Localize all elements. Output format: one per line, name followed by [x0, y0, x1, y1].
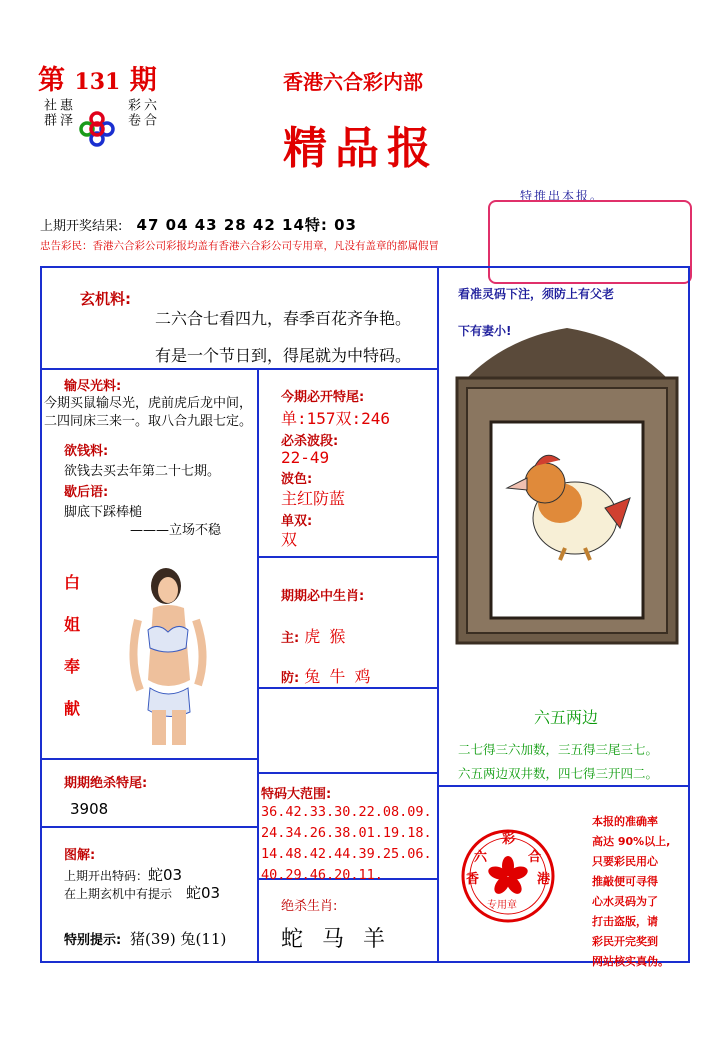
accuracy-line-6: 打击盗版，请: [592, 915, 658, 928]
grid-line-left4: [40, 826, 258, 828]
qianliao-text: 欲钱去买去年第二十七期。: [64, 464, 221, 479]
accuracy-line-1: 本报的准确率: [592, 815, 658, 828]
left-vertical-text: [40, 98, 72, 168]
last-draw-label: 上期开奖结果:: [40, 219, 123, 234]
bose-value: 主红防蓝: [281, 489, 346, 508]
beauty-caption-1: 白: [64, 573, 81, 592]
special-value: 猪(39) 兔(11): [129, 930, 227, 948]
grid-line-left: [40, 266, 42, 963]
shujin-text: 今期买鼠输尽光，虎前虎后龙中间，二四同床三来一。取八合九跟七定。: [44, 396, 253, 429]
tema-row-1: 36.42.33.30.22.08.09.: [261, 804, 432, 820]
accuracy-line-3: 只要彩民用心: [592, 855, 658, 868]
left-vertical-2: 社群: [41, 98, 56, 128]
bosha-value: 22-49: [281, 448, 330, 467]
tewei-value: 单:157双:246: [281, 409, 391, 428]
xuanji-line2: 有是一个节日到，得尾就为中特码。: [155, 346, 412, 365]
issue-title: [38, 58, 157, 97]
xiehouyu-answer: ———立场不稳: [130, 523, 222, 538]
issue-suffix: 期: [129, 65, 157, 96]
subtitle: 香港六合彩内部: [283, 70, 423, 94]
shengxiao-guard-value: 兔 牛 鸡: [304, 667, 373, 686]
accuracy-line-4: 推敲便可寻得: [592, 875, 658, 888]
beauty-caption: [64, 562, 84, 730]
xuanji-line1: 二六合七看四九，春季百花齐争艳。: [155, 309, 412, 328]
juesha-tewei-label: 期期绝杀特尾:: [64, 776, 148, 791]
tujie-label: 图解:: [64, 848, 96, 863]
tujie-line2-value: 蛇03: [186, 884, 221, 902]
last-draw-numbers: 47 04 43 28 42 14特: 03: [136, 216, 357, 234]
issue-prefix: 第: [38, 65, 65, 96]
tip-line1: 二七得三六加数，三五得三尾三七。: [458, 742, 659, 757]
shengxiao-guard-label: 防:: [281, 671, 300, 686]
beauty-caption-3: 奉: [64, 657, 81, 676]
tip-line2: 六五两边双井数，四七得三开四二。: [458, 766, 659, 781]
grid-line-middle: [437, 266, 439, 963]
special-tip: [64, 928, 226, 949]
right-vertical-1: 六合: [141, 98, 156, 128]
jueshasheng-value: 蛇 马 羊: [281, 927, 391, 952]
promo-text: 特推出本报。: [520, 189, 605, 203]
page-title: 精品报: [283, 123, 439, 174]
seal-bottom: 专用章: [487, 900, 517, 911]
tewei-label: 今期必开特尾:: [281, 390, 365, 405]
shengxiao-main: [281, 624, 347, 647]
logo-rings-icon: [78, 110, 116, 148]
shengxiao-main-value: 虎 猴: [304, 627, 348, 646]
right-line2: 下有妻小!: [458, 324, 512, 338]
grid-line-top: [40, 266, 690, 268]
bosha-label: 必杀波段:: [281, 434, 339, 449]
right-vertical-2: 彩卷: [125, 98, 140, 128]
bianb-text: 六五两边: [534, 708, 599, 727]
seal-left: 六: [474, 850, 488, 865]
jueshasheng-label: 绝杀生肖:: [281, 899, 338, 914]
bauhinia-icon: [487, 856, 530, 897]
danshuang-value: 双: [281, 530, 298, 549]
accuracy-text: [592, 812, 688, 972]
tema-row-4: 40.29.46.20.11.: [261, 867, 383, 883]
last-draw: [40, 214, 357, 235]
grid-line-mid3: [257, 772, 438, 774]
grid-line-right: [688, 266, 690, 963]
tema-row-2: 24.34.26.38.01.19.18.: [261, 825, 432, 841]
tema-range-label: 特码大范围:: [261, 787, 332, 802]
beauty-photo: [118, 560, 218, 745]
left-vertical-1: 惠泽: [57, 98, 72, 128]
juesha-tewei-value: 3908: [70, 800, 109, 818]
accuracy-line-5: 心水灵码为了: [592, 895, 658, 908]
promo-box: [488, 200, 692, 284]
ornate-frame-picture: [447, 318, 687, 653]
right-line1: 看准灵码下注，须防上有父老: [458, 287, 615, 301]
xiehouyu-text: 脚底下踩棒槌: [64, 505, 143, 520]
tujie-line2: [64, 882, 220, 903]
beauty-caption-4: 献: [64, 699, 81, 718]
xuanji-label: 玄机料:: [80, 290, 131, 308]
seal-right: 合: [528, 850, 542, 865]
tema-row-3: 14.48.42.44.39.25.06.: [261, 846, 432, 862]
grid-line-inner: [257, 368, 259, 963]
danshuang-label: 单双:: [281, 514, 313, 529]
bose-label: 波色:: [281, 472, 313, 487]
seal-top: 彩: [502, 832, 516, 847]
shengxiao-main-label: 主:: [281, 631, 300, 646]
beauty-caption-2: 姐: [64, 615, 81, 634]
xiehouyu-label: 歇后语:: [64, 485, 109, 500]
grid-line-left3: [40, 758, 258, 760]
seal-bottom-left: 香: [466, 872, 480, 887]
issue-number: 131: [74, 69, 121, 95]
tujie-line1-label: 上期开出特码：: [64, 869, 149, 883]
qianliao-label: 欲钱料:: [64, 444, 109, 459]
shujin-label: 输尽光料:: [64, 379, 122, 394]
shengxiao-label: 期期必中生肖:: [281, 589, 365, 604]
grid-line-mid2: [257, 687, 438, 689]
special-label: 特别提示:: [64, 933, 122, 948]
grid-line-mid1: [257, 556, 438, 558]
accuracy-line-8: 网站核实真伪。: [592, 955, 669, 968]
shengxiao-guard: [281, 664, 372, 687]
tema-range-rows: [261, 802, 432, 886]
tujie-line2-label: 在上期玄机中有提示: [64, 887, 173, 901]
accuracy-line-7: 彩民开完奖到: [592, 935, 658, 948]
seal-bottom-right: 港: [537, 872, 551, 887]
right-vertical-text: [124, 98, 156, 168]
accuracy-line-2: 高达 90%以上,: [592, 835, 671, 848]
tujie-line1-value: 蛇03: [148, 866, 183, 884]
warning-text: 忠告彩民：香港六合彩公司彩报均盖有香港六合彩公司专用章，凡没有盖章的都属假冒: [40, 240, 439, 252]
grid-line-xuanji: [40, 368, 438, 370]
grid-line-right1: [437, 785, 689, 787]
